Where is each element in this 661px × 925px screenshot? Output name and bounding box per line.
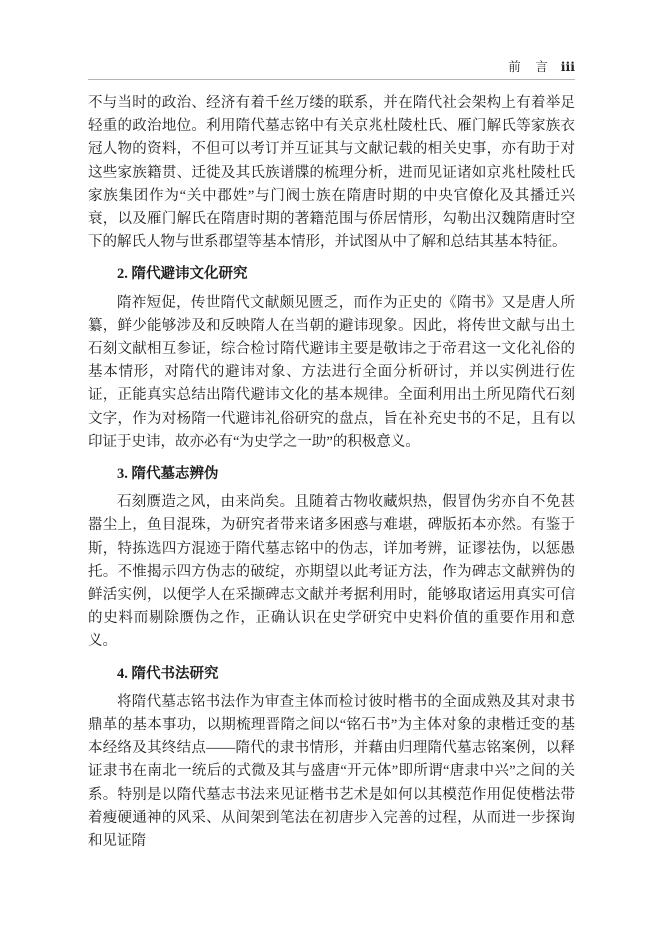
section-heading-2: 2. 隋代避讳文化研究 (117, 266, 248, 283)
section-heading-3: 3. 隋代墓志辨伪 (117, 466, 219, 483)
paragraph-section-3: 石刻赝造之风，由来尚矣。且随着古物收藏炽热，假冒伪劣亦自不免甚嚣尘上，鱼目混珠，为研究者带来诸多困惑与难堪，碑版拓本亦然。有鉴于斯，特拣选四方混迹于隋代墓志铭中的伪志，详加考辨，证谬祛伪，以惩愚托。不惟揭示四方伪志的破绽，亦期望以此考证方法，作为碑志文献辨伪的鲜活实例，以便学人在采撷碑志文献并考据利用时，能够取诸运用真实可信的史料而剔除赝伪之作，正确认识在史学研究中史料价值的重要作用和意义。 (88, 494, 575, 650)
page-header (88, 57, 575, 75)
running-head-title: 前 言 (508, 60, 549, 74)
paragraph-section-4: 将隋代墓志铭书法作为审查主体而检讨彼时楷书的全面成熟及其对隶书鼎革的基本事功，以期梳理晋隋之间以“铭石书”为主体对象的隶楷迁变的基本经络及其终结点——隋代的隶书情形，并藉由归理隋代墓志铭案例，以释证隶书在南北一统后的式微及其与盛唐“开元体”即所谓“唐隶中兴”之间的关系。特别是以隋代墓志书法来见证楷书艺术是如何以其模范作用促使楷法带着瘦硬通神的风采、从间架到笔法在初唐步入完善的过程，从而进一步探询和见证隋 (88, 693, 575, 850)
header-rule (88, 79, 575, 80)
page-number: ⅲ (560, 60, 575, 74)
paragraph-continuation: 不与当时的政治、经济有着千丝万缕的联系，并在隋代社会架构上有着举足轻重的政治地位。利用隋代墓志铭中有关京兆杜陵杜氏、雁门解氏等家族衣冠人物的资料，不但可以考订并互证其与文献记载的相关史事，亦有助于对这些家族籍贯、迁徙及其氏族谱牒的梳理分析，进而见证诸如京兆杜陵杜氏家族集团作为“关中郡姓”与门阀士族在隋唐时期的中央官僚化及其播迁兴衰，以及雁门解氏在隋唐时期的著籍范围与侨居情形，勾勒出汉魏隋唐时空下的解氏人物与世系郡望等基本情形，并试图从中了解和总结其基本特征。 (88, 95, 575, 251)
paragraph-section-2: 隋祚短促，传世隋代文献颇见匮乏，而作为正史的《隋书》又是唐人所纂，鲜少能够涉及和反映隋人在当朝的避讳现象。因此，将传世文献与出土石刻文献相互参证，综合检讨隋代避讳主要是敬讳之于帝君这一文化礼俗的基本情形，对隋代的避讳对象、方法进行全面分析研讨，并以实例进行佐证，正能真实总结出隋代避讳文化的基本规律。全面利用出土所见隋代石刻文字，作为对杨隋一代避讳礼俗研究的盘点，旨在补充史书的不足，且有以印证于史讳，故亦必有“为史学之一助”的积极意义。 (88, 294, 575, 450)
section-heading-4: 4. 隋代书法研究 (117, 665, 219, 682)
page-body (88, 92, 575, 853)
